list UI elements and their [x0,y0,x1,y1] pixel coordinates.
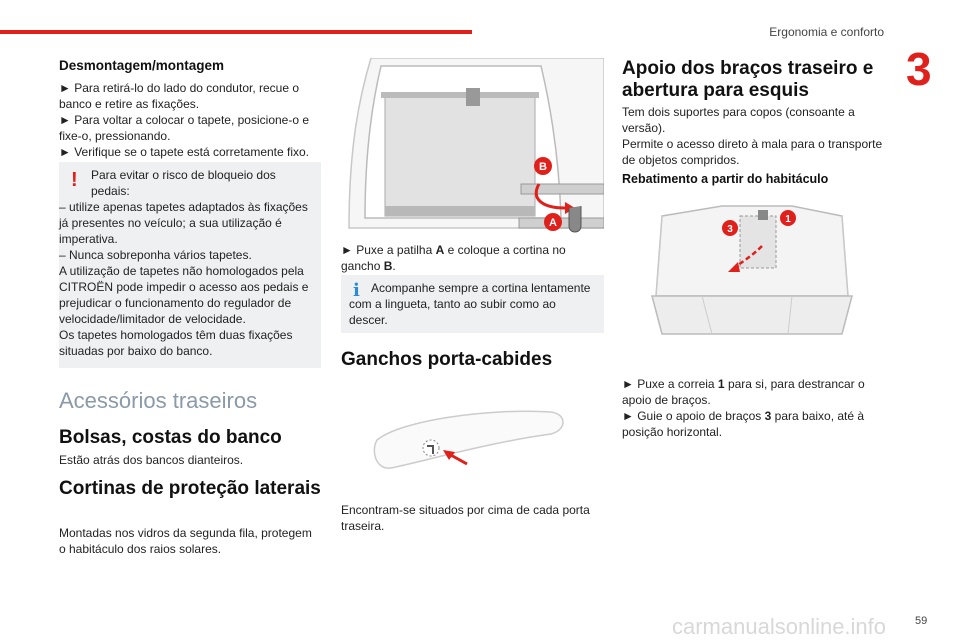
header-accent-bar [0,30,472,34]
warning-line: A utilização de tapetes não homologados pela CITROËN pode impedir o acesso aos pedais e prejudicar o funcionamento do regulador de velocidade/limitador de velocidade. [59,264,309,326]
warning-icon: ! [71,169,78,191]
label-3: 3 [727,224,733,235]
cortinas-text: Montadas nos vidros da segunda fila, protegem o habitáculo dos raios solares. [59,526,312,556]
heading-apoio: Apoio dos braços traseiro e abertura para esquis [622,58,874,101]
apoio-step-2-num: 3 [764,409,772,423]
apoio-step-1-prefix: ► Puxe a correia [622,377,718,391]
apoio-step-1-end: para si, para destrancar o apoio de braços. [622,377,865,407]
chapter-number: 3 [906,43,932,95]
heading-bolsas: Bolsas, costas do banco [59,427,282,448]
curtain-step-b: B [383,259,393,273]
label-a: A [549,217,557,229]
label-b: B [539,161,547,173]
info-box [341,275,604,333]
hook-illustration [371,402,571,476]
apoio-step-1-num: 1 [717,377,725,391]
warning-line: Os tapetes homologados têm duas fixações situadas por baixo do banco. [59,328,293,358]
watermark: carmanualsonline.info [672,614,887,639]
step-3: ► Verifique se o tapete está corretamente fixo. [59,145,310,159]
ganchos-text: Encontram-se situados por cima de cada porta traseira. [341,503,590,533]
step-1: ► Para retirá-lo do lado do condutor, recue o banco e retire as fixações. [59,81,300,111]
section-acessorios: Acessórios traseiros [59,388,258,413]
steps-list [59,80,321,160]
apoio-step-2-prefix: ► Guie o apoio de braços [622,409,765,423]
warning-line: – Nunca sobreponha vários tapetes. [59,248,252,262]
curtain-step-prefix: ► Puxe a patilha [341,243,436,257]
curtain-step-mid: e coloque a cortina no gancho [341,243,566,273]
curtain-illustration [341,58,604,236]
armrest-illustration [642,196,862,346]
curtain-step-end: . [392,259,396,273]
warning-box [59,162,321,368]
apoio-intro-2: Permite o acesso direto à mala para o transporte de objetos compridos. [622,137,883,167]
apoio-step-1 [622,376,888,408]
warning-line: – utilize apenas tapetes adaptados às fixações já presentes no veículo; a sua utilização é imperativa. [59,200,308,246]
label-1: 1 [785,214,791,225]
heading-desmontagem: Desmontagem/montagem [59,58,225,73]
curtain-step-a: A [435,243,445,257]
curtain-step [341,242,604,274]
heading-cortinas: Cortinas de proteção laterais [59,478,321,499]
warning-lead: Para evitar o risco de bloqueio dos pedais: [91,168,276,198]
step-2: ► Para voltar a colocar o tapete, posicione-o e fixe-o, pressionando. [59,113,310,143]
apoio-intro [622,104,888,168]
apoio-step-2 [622,408,888,440]
apoio-intro-1: Tem dois suportes para copos (consoante a versão). [622,105,855,135]
heading-rebatimento: Rebatimento a partir do habitáculo [622,172,829,186]
section-title: Ergonomia e conforto [769,25,884,39]
warning-body [59,199,315,359]
bolsas-text: Estão atrás dos bancos dianteiros. [59,453,244,467]
page-number: 59 [915,615,928,627]
apoio-steps [622,376,888,440]
apoio-step-2-end: para baixo, até à posição horizontal. [622,409,865,439]
info-text: Acompanhe sempre a cortina lentamente com a lingueta, tanto ao subir como ao descer. [349,281,591,327]
info-icon: i [353,280,360,301]
heading-ganchos: Ganchos porta-cabides [341,349,553,370]
